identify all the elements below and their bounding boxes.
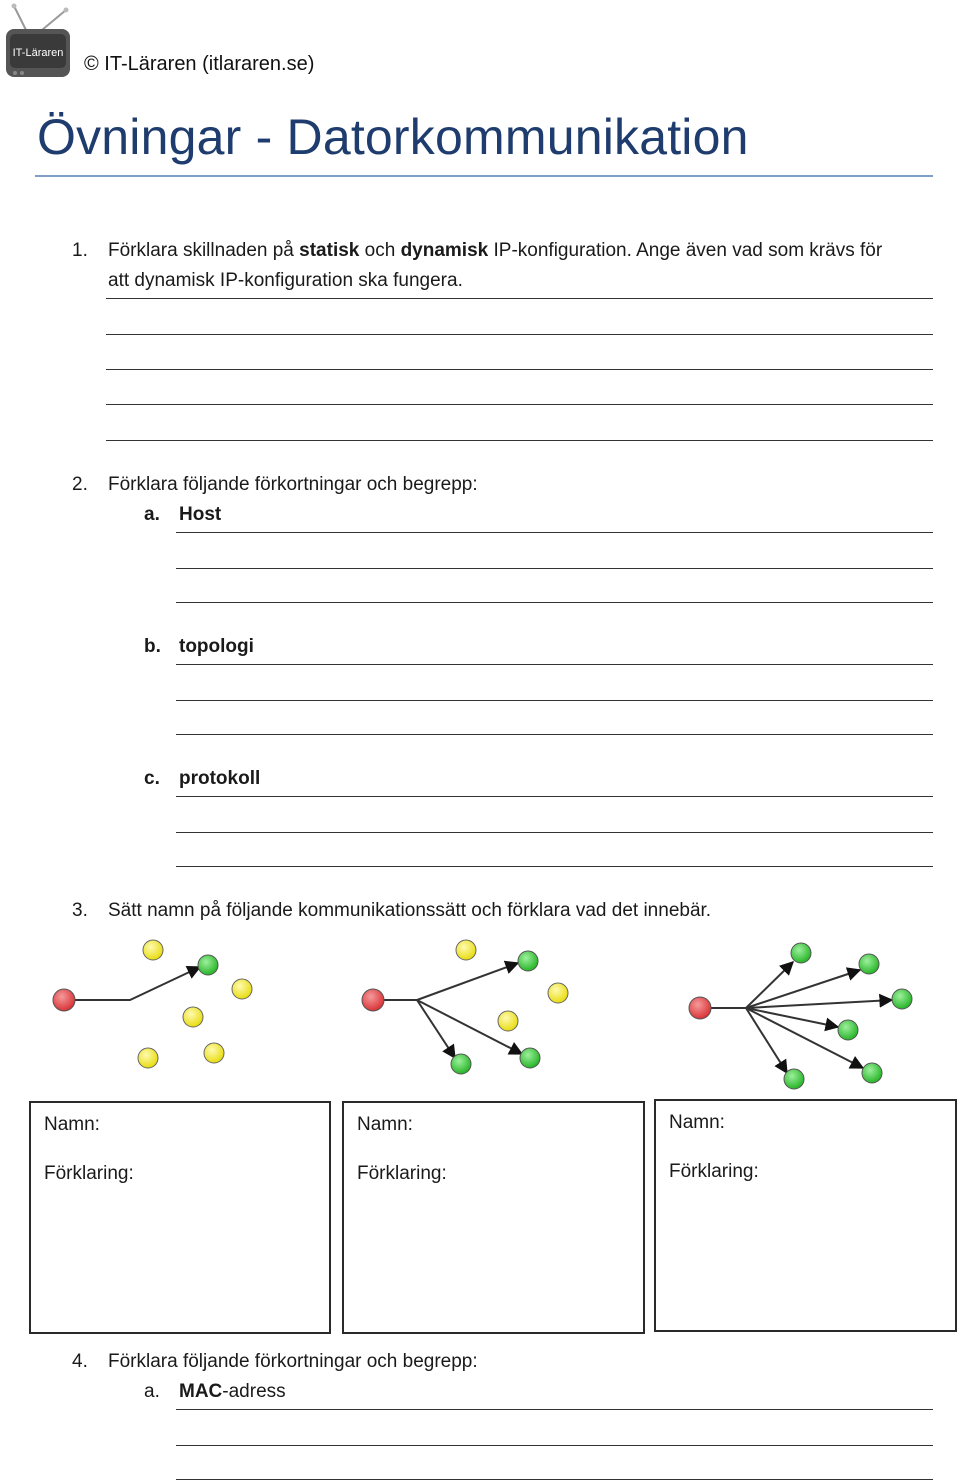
q2-item-a-letter: a. bbox=[144, 504, 160, 525]
answer-line[interactable] bbox=[176, 700, 933, 701]
question-1-text-line2: att dynamisk IP-konfiguration ska fungera. bbox=[108, 270, 463, 291]
answer-line[interactable] bbox=[176, 532, 933, 533]
question-3-number: 3. bbox=[72, 900, 88, 921]
receiver-node bbox=[862, 1063, 882, 1083]
answer-box-2[interactable] bbox=[342, 1101, 645, 1334]
q2-item-c-letter: c. bbox=[144, 768, 160, 789]
idle-node bbox=[204, 1043, 224, 1063]
q1-text-part1: Förklara skillnaden på bbox=[108, 240, 300, 261]
answer-line[interactable] bbox=[176, 866, 933, 867]
receiver-node bbox=[520, 1048, 540, 1068]
q2-item-c-term: protokoll bbox=[179, 768, 261, 789]
sender-node bbox=[362, 989, 384, 1011]
receiver-node bbox=[198, 955, 218, 975]
question-1-text bbox=[108, 236, 882, 266]
q2-item-b-letter: b. bbox=[144, 636, 161, 657]
question-4-number: 4. bbox=[72, 1351, 88, 1372]
name-label: Namn: bbox=[357, 1114, 413, 1135]
diagram-broadcast bbox=[689, 943, 912, 1089]
answer-box-3[interactable] bbox=[654, 1099, 957, 1332]
page-title: Övningar - Datorkommunikation bbox=[37, 109, 749, 165]
receiver-node bbox=[451, 1054, 471, 1074]
diagram-multicast bbox=[362, 940, 568, 1074]
receiver-node bbox=[859, 954, 879, 974]
receiver-node bbox=[838, 1020, 858, 1040]
copyright-text: © IT-Läraren (itlararen.se) bbox=[84, 53, 315, 75]
name-label: Namn: bbox=[44, 1114, 100, 1135]
question-2-text: Förklara följande förkortningar och begrepp: bbox=[108, 474, 478, 495]
idle-node bbox=[456, 940, 476, 960]
title-underline bbox=[35, 175, 933, 177]
sender-node bbox=[53, 989, 75, 1011]
answer-line[interactable] bbox=[176, 568, 933, 569]
explanation-label: Förklaring: bbox=[669, 1161, 759, 1182]
answer-line[interactable] bbox=[176, 1479, 933, 1480]
answer-line[interactable] bbox=[106, 440, 933, 441]
idle-node bbox=[232, 979, 252, 999]
diagram-unicast bbox=[53, 940, 252, 1068]
receiver-node bbox=[518, 951, 538, 971]
q1-bold-statisk: statisk bbox=[299, 240, 360, 261]
question-1-number: 1. bbox=[72, 240, 88, 261]
idle-node bbox=[183, 1007, 203, 1027]
q4-term-bold: MAC bbox=[179, 1381, 223, 1402]
answer-line[interactable] bbox=[106, 369, 933, 370]
idle-node bbox=[548, 983, 568, 1003]
q4-term-rest: -adress bbox=[222, 1381, 286, 1402]
answer-line[interactable] bbox=[176, 664, 933, 665]
explanation-label: Förklaring: bbox=[44, 1163, 134, 1184]
receiver-node bbox=[784, 1069, 804, 1089]
question-4-text: Förklara följande förkortningar och begrepp: bbox=[108, 1351, 478, 1372]
answer-line[interactable] bbox=[176, 602, 933, 603]
svg-text:IT-Läraren: IT-Läraren bbox=[12, 47, 64, 59]
q1-bold-dynamisk: dynamisk bbox=[400, 240, 489, 261]
q2-item-a-term: Host bbox=[179, 504, 222, 525]
answer-line[interactable] bbox=[176, 734, 933, 735]
receiver-node bbox=[892, 989, 912, 1009]
name-label: Namn: bbox=[669, 1112, 725, 1133]
q4-item-a-letter: a. bbox=[144, 1381, 160, 1402]
receiver-node bbox=[791, 943, 811, 963]
answer-line[interactable] bbox=[176, 1409, 933, 1410]
question-2-number: 2. bbox=[72, 474, 88, 495]
answer-line[interactable] bbox=[106, 404, 933, 405]
answer-line[interactable] bbox=[106, 334, 933, 335]
answer-line[interactable] bbox=[176, 796, 933, 797]
idle-node bbox=[138, 1048, 158, 1068]
answer-line[interactable] bbox=[106, 298, 933, 299]
answer-box-1[interactable] bbox=[29, 1101, 331, 1334]
answer-line[interactable] bbox=[176, 832, 933, 833]
logo-tv-icon bbox=[4, 2, 70, 78]
idle-node bbox=[498, 1011, 518, 1031]
answer-line[interactable] bbox=[176, 1445, 933, 1446]
idle-node bbox=[143, 940, 163, 960]
sender-node bbox=[689, 997, 711, 1019]
q2-item-b-term: topologi bbox=[179, 636, 254, 657]
explanation-label: Förklaring: bbox=[357, 1163, 447, 1184]
q1-text-part3: IP-konfiguration. Ange även vad som krävs för bbox=[488, 240, 883, 261]
q4-item-a-term bbox=[179, 1377, 286, 1407]
question-3-text: Sätt namn på följande kommunikationssätt och förklara vad det innebär. bbox=[108, 900, 712, 921]
q1-text-part2: och bbox=[359, 240, 401, 261]
